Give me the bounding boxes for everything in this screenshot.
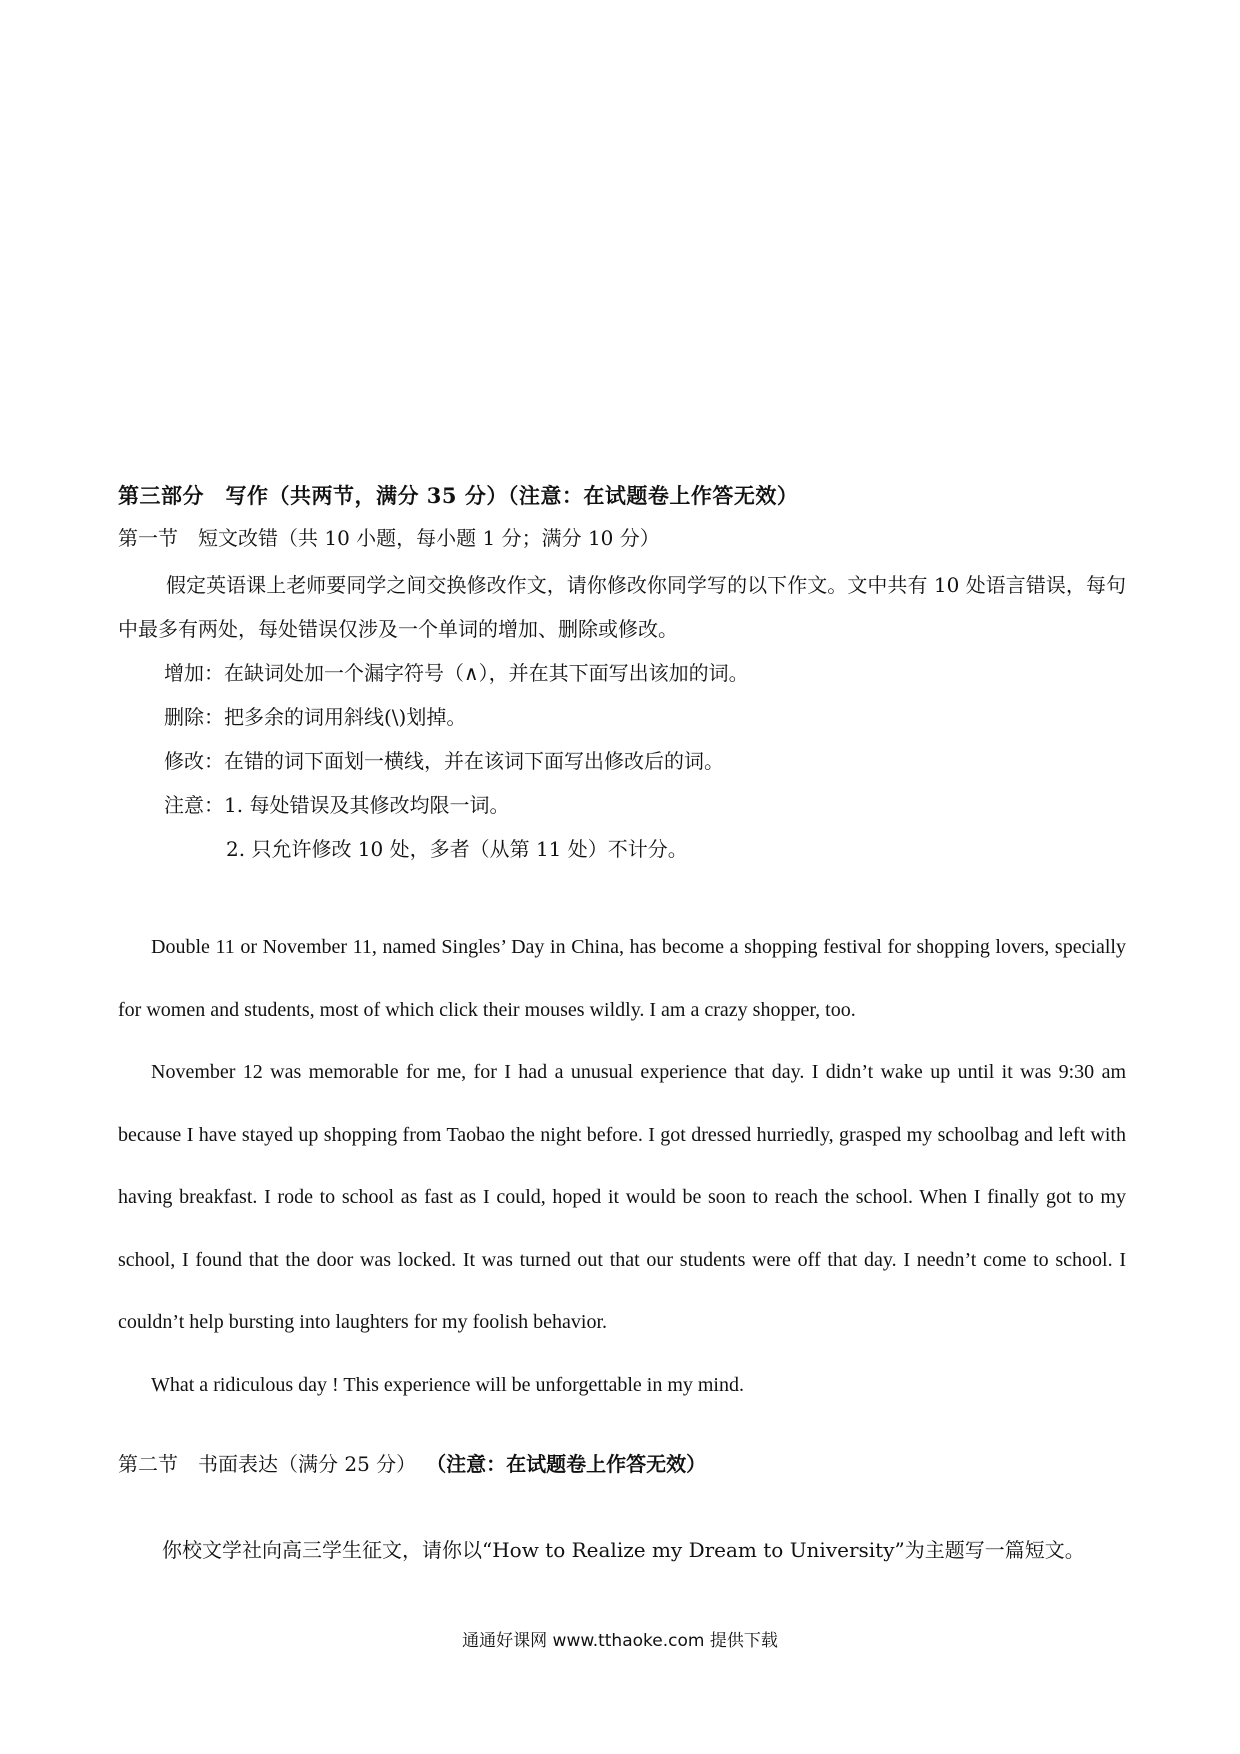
part2-heading-line — [118, 1448, 706, 1477]
part1-intro: 假定英语课上老师要同学之间交换修改作文，请你修改你同学写的以下作文。文中共有 10 处语言错误，每句中最多有两处，每处错误仅涉及一个单词的增加、删除或修改。 — [118, 573, 1126, 641]
rule-add: 增加：在缺词处加一个漏字符号（∧），并在其下面写出该加的词。 — [164, 661, 749, 685]
rule-note-1: 注意：1. 每处错误及其修改均限一词。 — [164, 793, 510, 817]
rule-note-2: 2. 只允许修改 10 处，多者（从第 11 处）不计分。 — [226, 837, 688, 861]
writing-prompt: 你校文学社向高三学生征文，请你以“How to Realize my Dream to University”为主题写一篇短文。 — [162, 1538, 1085, 1562]
section-title: 第三部分 写作（共两节，满分 35 分）（注意：在试题卷上作答无效） — [118, 483, 799, 508]
part1-instructions — [118, 563, 1126, 871]
essay-text — [118, 916, 1126, 1416]
essay-paragraph-2: November 12 was memorable for me, for I had a unusual experience that day. I didn’t wake up until it was 9:30 am because I have stayed up shopping from Taobao the night before. I got dressed hurriedly, grasped my schoolbag and left with having breakfast. I rode to school as fast as I could, hoped it would be soon to reach the school. When I finally got to my school, I found that the door was locked. It was turned out that our students were off that day. I needn’t come to school. I couldn’t help bursting into laughters for my foolish behavior. — [118, 1061, 1126, 1333]
rule-modify: 修改：在错的词下面划一横线，并在该词下面写出修改后的词。 — [164, 749, 724, 773]
rule-delete: 删除：把多余的词用斜线(\)划掉。 — [164, 705, 467, 729]
part1-heading: 第一节 短文改错（共 10 小题，每小题 1 分；满分 10 分） — [118, 526, 660, 550]
part2-heading: 第二节 书面表达（满分 25 分） — [118, 1452, 417, 1476]
part2-note: （注意：在试题卷上作答无效） — [436, 1452, 707, 1476]
essay-paragraph-3: What a ridiculous day ! This experience will be unforgettable in my mind. — [151, 1373, 744, 1396]
essay-paragraph-1: Double 11 or November 11, named Singles’ Day in China, has become a shopping festival for shopping lovers, specially for women and students, most of which click their mouses wildly. I am a crazy shopper, too. — [118, 936, 1126, 1021]
page-footer: 通通好课网 www.tthaoke.com 提供下载 — [462, 1631, 778, 1651]
